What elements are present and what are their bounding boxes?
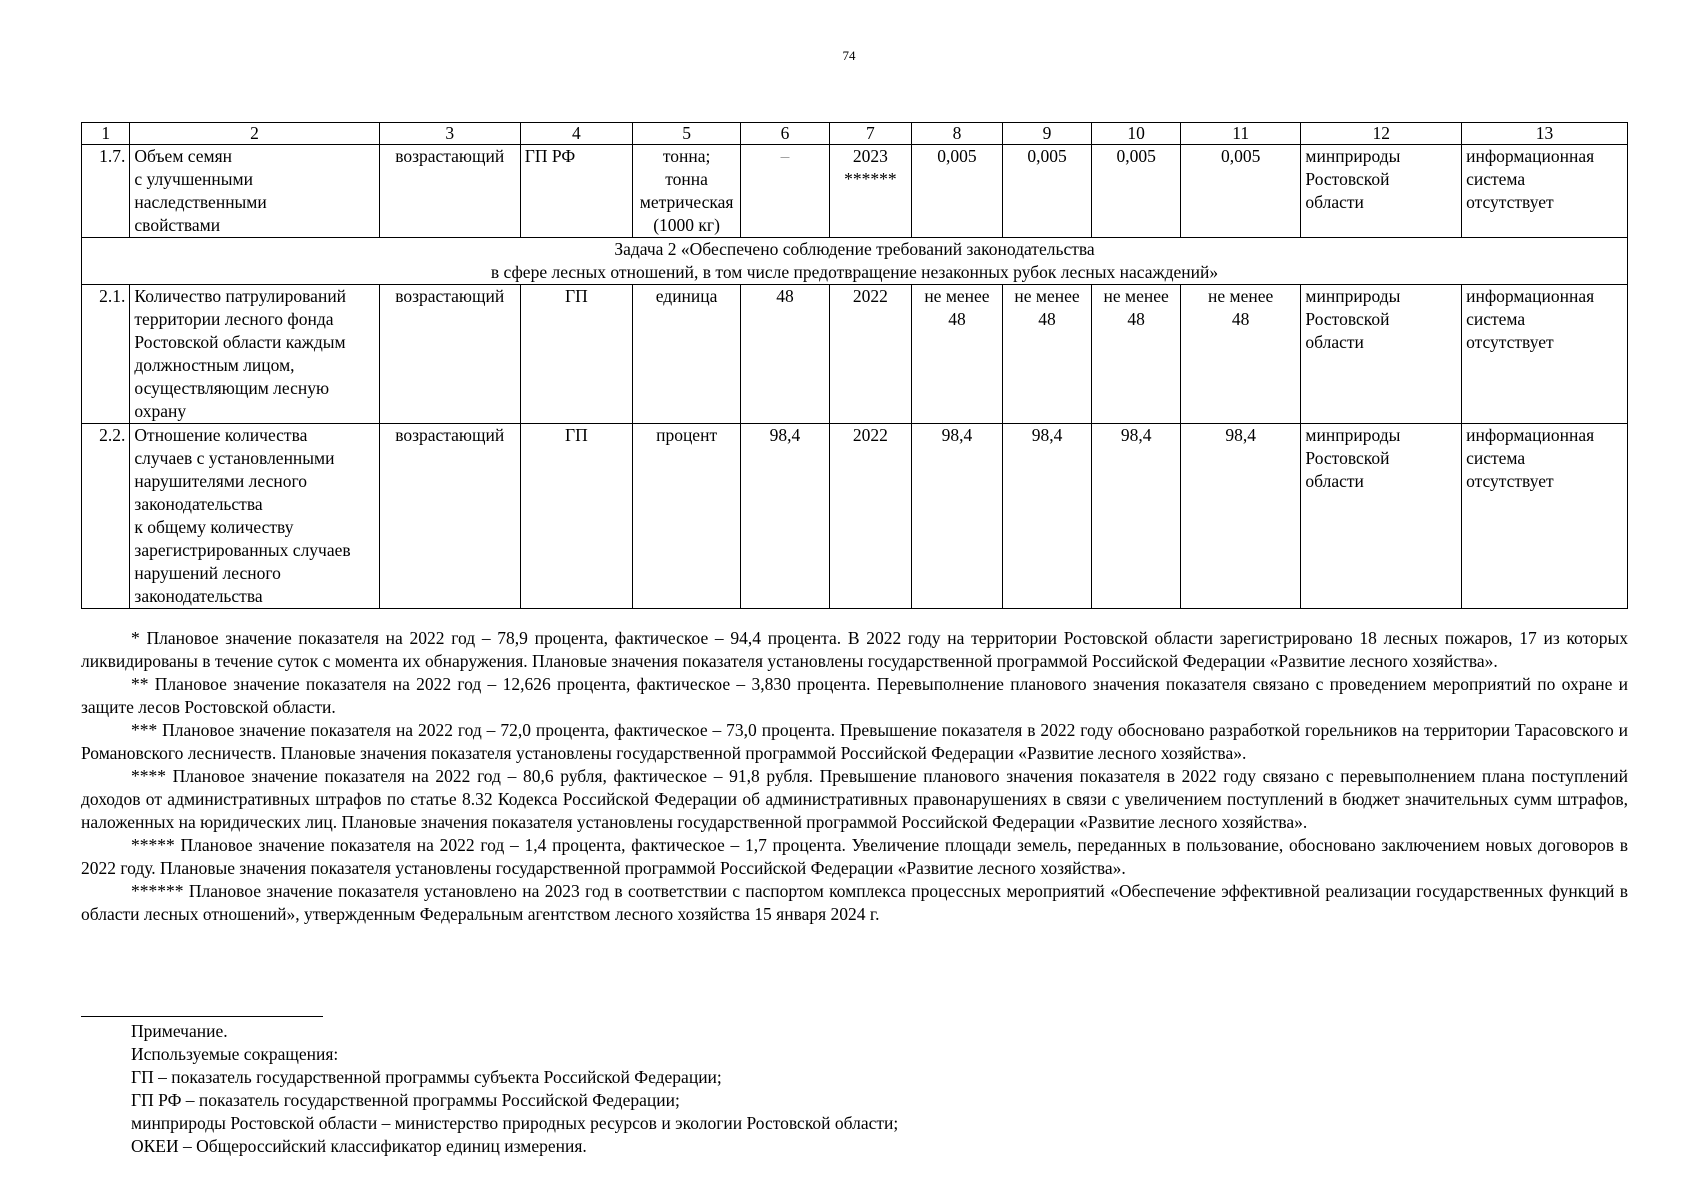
abbreviations-note xyxy=(131,1020,1581,1158)
footnote: * Плановое значение показателя на 2022 год – 78,9 процента, фактическое – 94,4 процента. В 2022 году на территории Ростовской области зарегистрировано 18 лесных пожаров, 17 из которых ликвидированы в течение суток с момента их обнаружения. Плановые значения показателя установлены государственной программой Российской Федерации «Развитие лесного хозяйства». xyxy=(81,628,1628,671)
task-title: Задача 2 «Обеспечено соблюдение требований законодательства в сфере лесных отношений, в том числе предотвращение незаконных рубок лесных насаждений» xyxy=(82,238,1628,285)
base-year: 2022 xyxy=(829,285,911,424)
value-cell: 0,005 xyxy=(1002,145,1092,238)
abbr-item: ОКЕИ – Общероссийский классификатор единиц измерения. xyxy=(131,1136,587,1156)
value-cell: 0,005 xyxy=(1180,145,1301,238)
value-cell: 98,4 xyxy=(1180,424,1301,609)
base-value: 48 xyxy=(741,285,830,424)
indicator-type: возрастающий xyxy=(379,145,520,238)
responsible-cell: минприроды Ростовской области xyxy=(1301,285,1462,424)
header-cell: 9 xyxy=(1002,123,1092,145)
indicator-type: возрастающий xyxy=(379,424,520,609)
header-cell: 3 xyxy=(379,123,520,145)
page-number: 74 xyxy=(842,48,856,63)
header-cell: 5 xyxy=(633,123,741,145)
header-cell: 12 xyxy=(1301,123,1462,145)
value-cell: 0,005 xyxy=(1092,145,1181,238)
footnote: ** Плановое значение показателя на 2022 год – 12,626 процента, фактическое – 3,830 процента. Перевыполнение планового значения показателя связано с проведением мероприятий по охране и защите лесов Ростовской области. xyxy=(81,674,1628,717)
task-row xyxy=(82,238,1628,285)
value-cell: не менее 48 xyxy=(1092,285,1181,424)
value-cell: 98,4 xyxy=(912,424,1003,609)
indicators-table xyxy=(81,122,1628,609)
footnotes xyxy=(81,627,1628,926)
header-cell: 2 xyxy=(130,123,379,145)
header-cell: 11 xyxy=(1180,123,1301,145)
header-cell: 13 xyxy=(1462,123,1628,145)
responsible-cell: минприроды Ростовской области xyxy=(1301,424,1462,609)
indicator-name: Количество патрулирований территории лесного фонда Ростовской области каждым должностным лицом, осуществляющим лесную охрану xyxy=(130,285,379,424)
note-title: Примечание. xyxy=(131,1021,228,1041)
header-cell: 10 xyxy=(1092,123,1181,145)
abbr-item: ГП РФ – показатель государственной программы Российской Федерации; xyxy=(131,1090,680,1110)
indicator-type: возрастающий xyxy=(379,285,520,424)
value-cell: не менее 48 xyxy=(1180,285,1301,424)
abbr-item: минприроды Ростовской области – министерство природных ресурсов и экологии Ростовской области; xyxy=(131,1113,899,1133)
footnote: ***** Плановое значение показателя на 2022 год – 1,4 процента, фактическое – 1,7 процента. Увеличение площади земель, переданных в пользование, обосновано заключением новых договоров в 2022 году. Плановые значения показателя установлены государственной программой Российской Федерации «Развитие лесного хозяйства». xyxy=(81,835,1628,878)
table-row xyxy=(82,424,1628,609)
value-cell: 0,005 xyxy=(912,145,1003,238)
unit-cell: тонна; тонна метрическая (1000 кг) xyxy=(633,145,741,238)
value-cell: 98,4 xyxy=(1002,424,1092,609)
row-number: 2.1. xyxy=(82,285,130,424)
footnote: ****** Плановое значение показателя установлено на 2023 год в соответствии с паспортом комплекса процессных мероприятий «Обеспечение эффективной реализации государственных функций в области лесных отношений», утвержденным Федеральным агентством лесного хозяйства 15 января 2024 г. xyxy=(81,881,1628,924)
base-value: 98,4 xyxy=(741,424,830,609)
abbr-title: Используемые сокращения: xyxy=(131,1044,339,1064)
unit-cell: единица xyxy=(633,285,741,424)
separator-line xyxy=(81,1016,323,1017)
value-cell: не менее 48 xyxy=(1002,285,1092,424)
indicator-level: ГП xyxy=(520,424,632,609)
abbr-item: ГП – показатель государственной программы субъекта Российской Федерации; xyxy=(131,1067,722,1087)
indicator-name: Объем семян с улучшенными наследственными свойствами xyxy=(130,145,379,238)
header-cell: 7 xyxy=(829,123,911,145)
unit-cell: процент xyxy=(633,424,741,609)
row-number: 1.7. xyxy=(82,145,130,238)
table-header-row xyxy=(82,123,1628,145)
info-system-cell: информационная система отсутствует xyxy=(1462,285,1628,424)
indicator-level: ГП РФ xyxy=(520,145,632,238)
indicator-level: ГП xyxy=(520,285,632,424)
header-cell: 4 xyxy=(520,123,632,145)
header-cell: 6 xyxy=(741,123,830,145)
info-system-cell: информационная система отсутствует xyxy=(1462,424,1628,609)
value-cell: не менее 48 xyxy=(912,285,1003,424)
base-year: 2023 ****** xyxy=(829,145,911,238)
row-number: 2.2. xyxy=(82,424,130,609)
footnote: **** Плановое значение показателя на 2022 год – 80,6 рубля, фактическое – 91,8 рубля. Превышение планового значения показателя в 2022 году связано с перевыполнением плана поступлений доходов от административных штрафов по статье 8.32 Кодекса Российской Федерации об административных правонарушениях в связи с увеличением поступлений в бюджет значительных сумм штрафов, наложенных на юридических лиц. Плановые значения показателя установлены государственной программой Российской Федерации «Развитие лесного хозяйства». xyxy=(81,766,1628,832)
value-cell: 98,4 xyxy=(1092,424,1181,609)
info-system-cell: информационная система отсутствует xyxy=(1462,145,1628,238)
header-cell: 8 xyxy=(912,123,1003,145)
responsible-cell: минприроды Ростовской области xyxy=(1301,145,1462,238)
table-row xyxy=(82,145,1628,238)
header-cell: 1 xyxy=(82,123,130,145)
indicator-name: Отношение количества случаев с установленными нарушителями лесного законодательства к общему количеству зарегистрированных случаев нарушений лесного законодательства xyxy=(130,424,379,609)
base-year: 2022 xyxy=(829,424,911,609)
table-row xyxy=(82,285,1628,424)
footnote: *** Плановое значение показателя на 2022 год – 72,0 процента, фактическое – 73,0 процента. Превышение показателя в 2022 году обосновано разработкой горельников на территории Тарасовского и Романовского лесничеств. Плановые значения показателя установлены государственной программой Российской Федерации «Развитие лесного хозяйства». xyxy=(81,720,1628,763)
base-value: – xyxy=(741,145,830,238)
